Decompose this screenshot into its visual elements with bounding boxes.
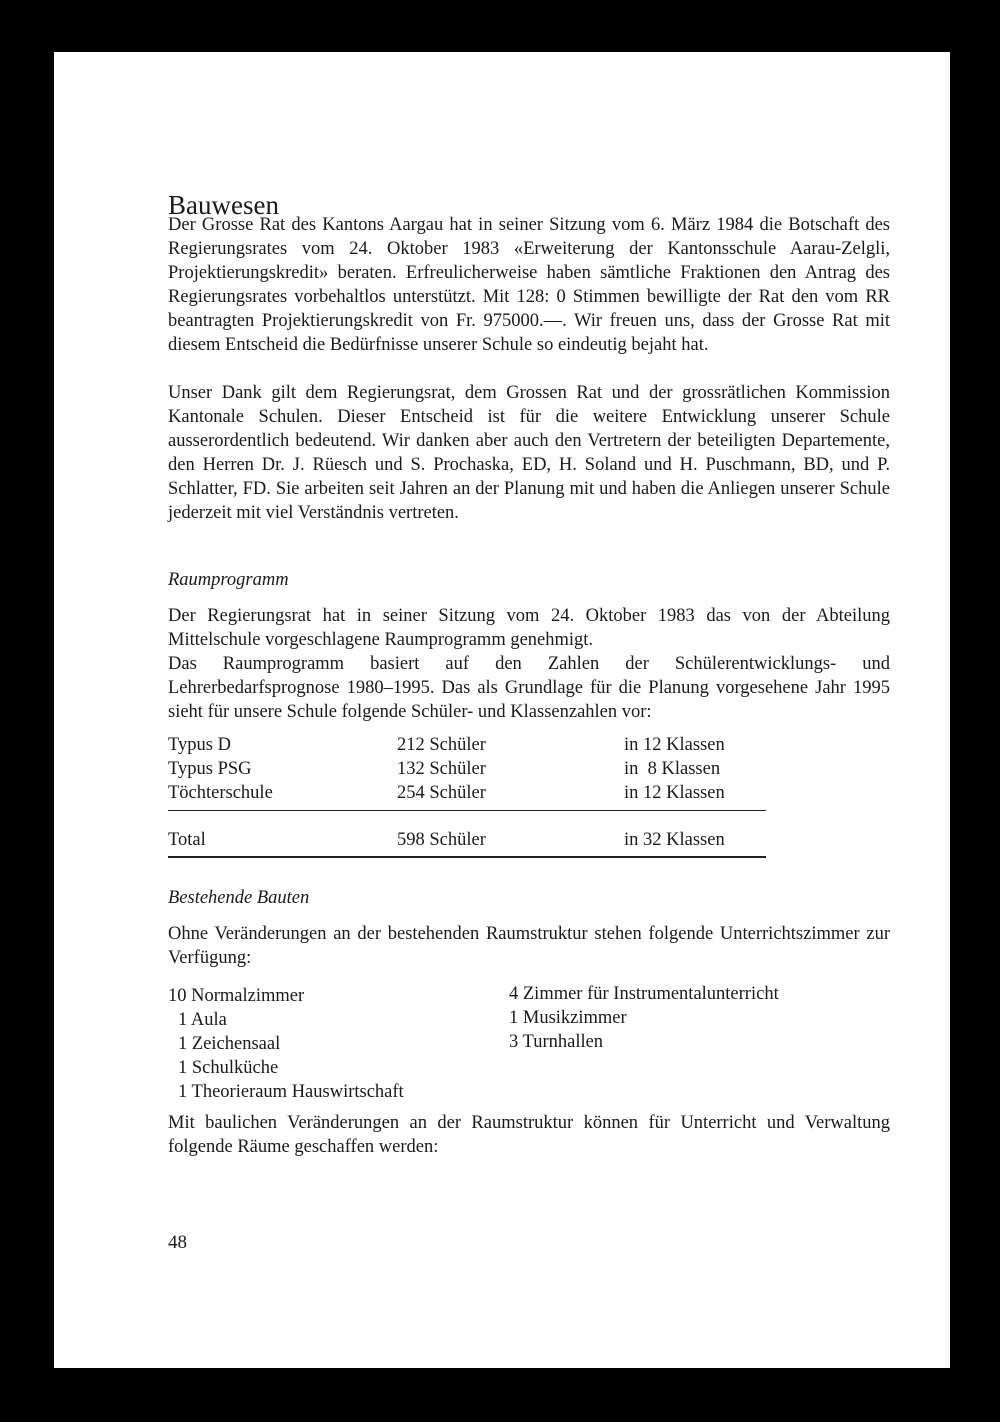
table-divider [168, 810, 766, 811]
table-total-classes: in 32 Klassen [624, 830, 725, 850]
table-cell-type: Typus D [168, 735, 231, 755]
table-cell-classes: in 12 Klassen [624, 735, 725, 755]
table-total-label: Total [168, 830, 206, 850]
bauten-paragraph-2: Mit baulichen Veränderungen an der Raumstruktur können für Unterricht und Verwaltung folgende Räume geschaffen werden: [168, 1113, 890, 1157]
table-row [168, 759, 766, 783]
table-cell-type: Typus PSG [168, 759, 252, 779]
list-item: 1 Schulküche [178, 1058, 279, 1078]
room-list-left [168, 984, 404, 1104]
page-number: 48 [168, 1232, 187, 1253]
table-bottom-rule [168, 856, 766, 858]
list-item: 4 Zimmer für Instrumentalunterricht [509, 984, 779, 1004]
thanks-paragraph: Unser Dank gilt dem Regierungsrat, dem Grossen Rat und der grossrätlichen Kommission Kantonale Schulen. Dieser Entscheid ist für die weitere Entwicklung unserer Schule ausserordentlich bedeutend. Wir danken aber auch den Vertretern der beteiligten Departemente, den Herren Dr. J. Rüesch und S. Prochaska, ED, H. Soland und H. Puschmann, BD, und P. Schlatter, FD. Sie arbeiten seit Jahren an der Planung mit und haben die Anliegen unserer Schule jederzeit mit viel Verständnis vertreten. [168, 383, 890, 523]
table-cell-students: 212 Schüler [397, 735, 486, 755]
page-title: Bauwesen [168, 190, 279, 220]
intro-paragraph: Der Grosse Rat des Kantons Aargau hat in seiner Sitzung vom 6. März 1984 die Botschaft des Regierungsrates vom 24. Oktober 1983 «Erweiterung der Kantonsschule Aarau-Zelgli, Projektierungskredit» beraten. Erfreulicherweise haben sämtliche Fraktionen den Antrag des Regierungsrates vorbehaltlos unterstützt. Mit 128: 0 Stimmen bewilligte der Rat den vom RR beantragten Projektierungskredit von Fr. 975000.—. Wir freuen uns, dass der Grosse Rat mit diesem Entscheid die Bedürfnisse unserer Schule so eindeutig bejaht hat. [168, 215, 890, 355]
document-page [54, 52, 950, 1368]
list-item: 1 Aula [178, 1010, 227, 1030]
list-item: 1 Zeichensaal [178, 1034, 281, 1054]
table-total-row [168, 830, 766, 854]
section-heading-bestehende-bauten: Bestehende Bauten [168, 888, 310, 908]
bauten-paragraph-1: Ohne Veränderungen an der bestehenden Raumstruktur stehen folgende Unterrichtszimmer zur Verfügung: [168, 924, 890, 968]
list-item: 1 Theorieraum Hauswirtschaft [178, 1082, 404, 1102]
list-item: 10 Normalzimmer [168, 986, 305, 1006]
room-list-right [509, 982, 779, 1054]
raumprogramm-paragraph-1: Der Regierungsrat hat in seiner Sitzung vom 24. Oktober 1983 das von der Abteilung Mittelschule vorgeschlagene Raumprogramm genehmigt. [168, 606, 890, 650]
table-cell-students: 254 Schüler [397, 783, 486, 803]
section-heading-raumprogramm: Raumprogramm [168, 570, 289, 590]
table-row [168, 735, 766, 759]
table-cell-students: 132 Schüler [397, 759, 486, 779]
table-row [168, 783, 766, 807]
table-cell-classes: in 8 Klassen [624, 759, 721, 779]
table-cell-classes: in 12 Klassen [624, 783, 725, 803]
table-total-students: 598 Schüler [397, 830, 486, 850]
raumprogramm-paragraph-2: Das Raumprogramm basiert auf den Zahlen der Schülerentwicklungs- und Lehrerbedarfsprognose 1980–1995. Das als Grundlage für die Planung vorgesehene Jahr 1995 sieht für unsere Schule folgende Schüler- und Klassenzahlen vor: [168, 654, 890, 722]
table-cell-type: Töchterschule [168, 783, 273, 803]
list-item: 1 Musikzimmer [509, 1008, 627, 1028]
list-item: 3 Turnhallen [509, 1032, 604, 1052]
